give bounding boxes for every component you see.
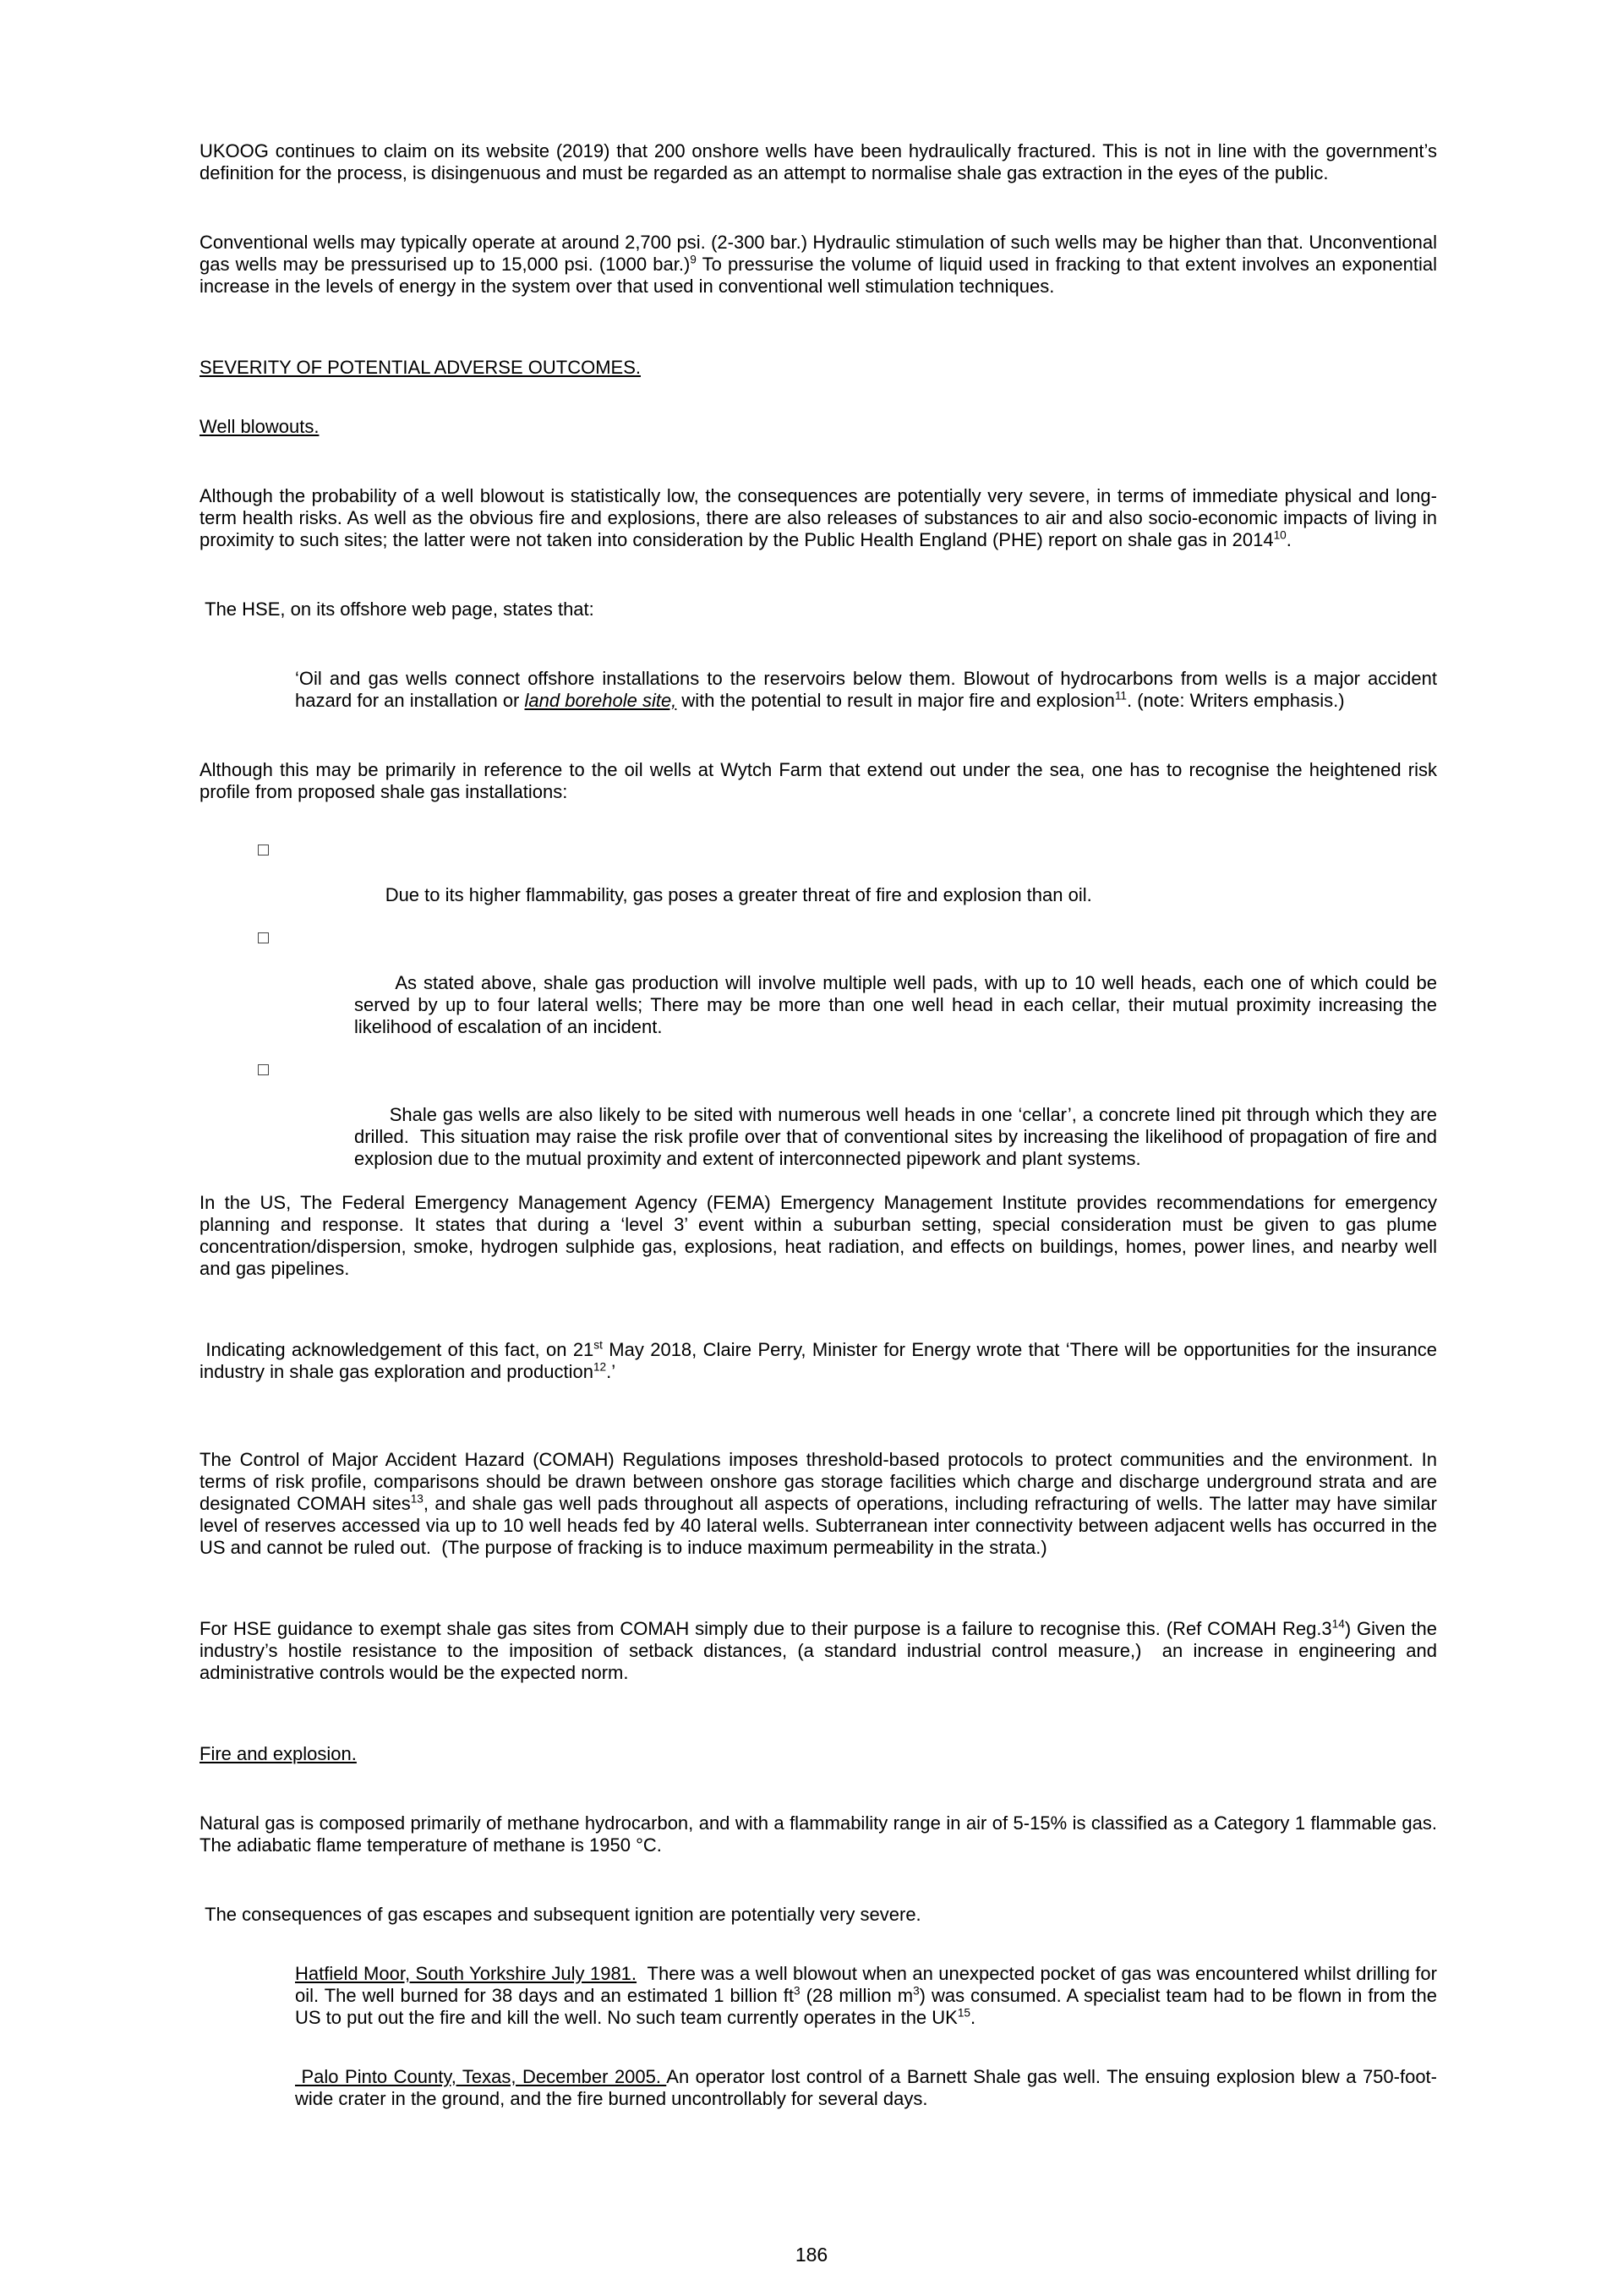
paragraph-methane-flammability: Natural gas is composed primarily of methane hydrocarbon, and with a flammability range in air of 5-15% is classified as a Category 1 flammable gas. The adiabatic flame temperature of methane is 1950 °C. [199, 1812, 1442, 1856]
paragraph-comah-exemption [199, 1617, 1443, 1684]
footnote-ref-9: 9 [690, 253, 697, 266]
list-item-cellar [199, 1060, 1443, 1192]
text-segment: The Control of Major Accident Hazard (COMAH) Regulations imposes threshold-based protocols to protect communities and the environment. In terms of risk profile, comparisons should be drawn between onshore gas storage facilities which charge and discharge underground strata and are designated COMAH sites [199, 1449, 1443, 1514]
case-study-hatfield-moor [199, 1963, 1443, 2029]
paragraph-blowout-probability [199, 485, 1443, 551]
page-number: 186 [795, 2244, 828, 2266]
emphasised-text: land borehole site, [524, 690, 677, 711]
section-heading-severity: SEVERITY OF POTENTIAL ADVERSE OUTCOMES. [199, 357, 641, 378]
text-segment: ) Given the industry’s hostile resistance to the imposition of setback distances, (a standard industrial control measure,) an increase in engineering and administrative controls would be the expected norm. [199, 1618, 1443, 1683]
list-item-text: Due to its higher flammability, gas poses a greater threat of fire and explosion than oil. [385, 884, 1092, 905]
text-segment: . [970, 2007, 976, 2028]
risk-factors-list [199, 840, 1443, 1192]
text-segment: An operator lost control of a Barnett Shale gas well. The ensuing explosion blew a 750-foot-wide crater in the ground, and the fire burned uncontrollably for several days. [295, 2066, 1437, 2109]
cubic-exponent: 3 [913, 1984, 920, 1998]
text-segment: . (note: Writers emphasis.) [1126, 690, 1345, 711]
text-segment: , and shale gas well pads throughout all aspects of operations, including refracturing of wells. The latter may have similar level of reserves accessed via up to 10 well heads fed by 40 lateral wells. Subterranean inter connectivity between adjacent wells has occurred in the US and cannot be ruled out. (The purpose of fracking is to induce maximum permeability in the strata.) [199, 1493, 1443, 1558]
list-item-flammability [199, 840, 1437, 928]
text-segment: ) was consumed. A specialist team had to be flown in from the US to put out the fire and kill the well. No such team currently operates in the UK [295, 1985, 1443, 2028]
case-study-title: Hatfield Moor, South Yorkshire July 1981. [295, 1963, 637, 1984]
paragraph-ukoog-claim: UKOOG continues to claim on its website (2019) that 200 onshore wells have been hydraulically fractured. This is not in line with the government’s definition for the process, is disingenuous and must be regarded as an attempt to normalise shale gas extraction in the eyes of the public. [199, 140, 1443, 183]
subheading-fire-explosion: Fire and explosion. [199, 1743, 357, 1764]
text-segment: .’ [606, 1361, 616, 1382]
footnote-ref-10: 10 [1273, 528, 1287, 542]
cubic-exponent: 3 [794, 1984, 801, 1998]
paragraph-well-pressures [199, 232, 1443, 298]
text-segment: ‘Oil and gas wells connect offshore installations to the reservoirs below them. Blowout of hydrocarbons from wells is a major accident hazard for an installation or [295, 668, 1443, 711]
paragraph-fema: In the US, The Federal Emergency Management Agency (FEMA) Emergency Management Institute provides recommendations for emergency planning and response. It states that during a ‘level 3’ event within a suburban setting, special consideration must be given to gas plume concentration/dispersion, smoke, hydrogen sulphide gas, explosions, heat radiation, and effects on buildings, homes, power lines, and nearby well and gas pipelines. [199, 1192, 1443, 1279]
paragraph-comah-regulations [199, 1449, 1443, 1559]
paragraph-gas-escapes: The consequences of gas escapes and subsequent ignition are potentially very severe. [199, 1904, 921, 1925]
text-segment: (28 million m [800, 1985, 914, 2006]
footnote-ref-14: 14 [1331, 1617, 1345, 1631]
text-segment: For HSE guidance to exempt shale gas sites from COMAH simply due to their purpose is a failure to recognise this. (Ref COMAH Reg.3 [199, 1618, 1332, 1639]
footnote-ref-13: 13 [410, 1492, 424, 1506]
text-segment: . [1286, 529, 1292, 550]
square-bullet-icon [258, 845, 269, 856]
subheading-well-blowouts: Well blowouts. [199, 416, 320, 437]
footnote-ref-11: 11 [1114, 689, 1127, 702]
list-item-text: Shale gas wells are also likely to be sited with numerous well heads in one ‘cellar’, a concrete lined pit through which they are drilled. This situation may raise the risk profile over that of conventional sites by increasing the likelihood of propagation of fire and explosion due to the mutual proximity and extent of interconnected pipework and plant systems. [354, 1104, 1443, 1169]
text-segment: with the potential to result in major fire and explosion [676, 690, 1115, 711]
list-item-well-pads [199, 928, 1443, 1060]
text-segment: May 2018, Claire Perry, Minister for Energy wrote that ‘There will be opportunities for the insurance industry in shale gas exploration and production [199, 1339, 1443, 1382]
case-study-palo-pinto [199, 2066, 1437, 2110]
paragraph-hse-intro: The HSE, on its offshore web page, states that: [199, 599, 594, 620]
ordinal-suffix: st [593, 1338, 603, 1352]
text-segment: Conventional wells may typically operate at around 2,700 psi. (2-300 bar.) Hydraulic stimulation of such wells may be higher than that. Unconventional gas wells may be pressurised up to 15,000 psi. (1000 bar.) [199, 232, 1443, 275]
footnote-ref-12: 12 [593, 1360, 607, 1374]
square-bullet-icon [258, 932, 269, 943]
paragraph-claire-perry [199, 1338, 1443, 1383]
text-segment: To pressurise the volume of liquid used in fracking to that extent involves an exponential increase in the levels of energy in the system over that used in conventional well stimulation techniques. [199, 254, 1443, 297]
footnote-ref-15: 15 [957, 2006, 970, 2020]
text-segment: Although the probability of a well blowout is statistically low, the consequences are potentially very severe, in terms of immediate physical and long-term health risks. As well as the obvious fire and explosions, there are also releases of substances to air and also socio-economic impacts of living in proximity to such sites; the latter were not taken into consideration by the Public Health England (PHE) report on shale gas in 2014 [199, 485, 1443, 550]
text-segment: Indicating acknowledgement of this fact, on 21 [199, 1339, 594, 1360]
case-study-title: Palo Pinto County, Texas, December 2005. [295, 2066, 667, 2087]
list-item-text: As stated above, shale gas production will involve multiple well pads, with up to 10 well heads, each one of which could be served by up to four lateral wells; There may be more than one well head in each cellar, their mutual proximity increasing the likelihood of escalation of an incident. [354, 972, 1443, 1037]
hse-quote-block [199, 668, 1443, 712]
paragraph-wytch-farm: Although this may be primarily in reference to the oil wells at Wytch Farm that extend out under the sea, one has to recognise the heightened risk profile from proposed shale gas installations: [199, 759, 1443, 802]
square-bullet-icon [258, 1064, 269, 1075]
text-segment: There was a well blowout when an unexpected pocket of gas was encountered whilst drilling for oil. The well burned for 38 days and an estimated 1 billion ft [295, 1963, 1443, 2006]
